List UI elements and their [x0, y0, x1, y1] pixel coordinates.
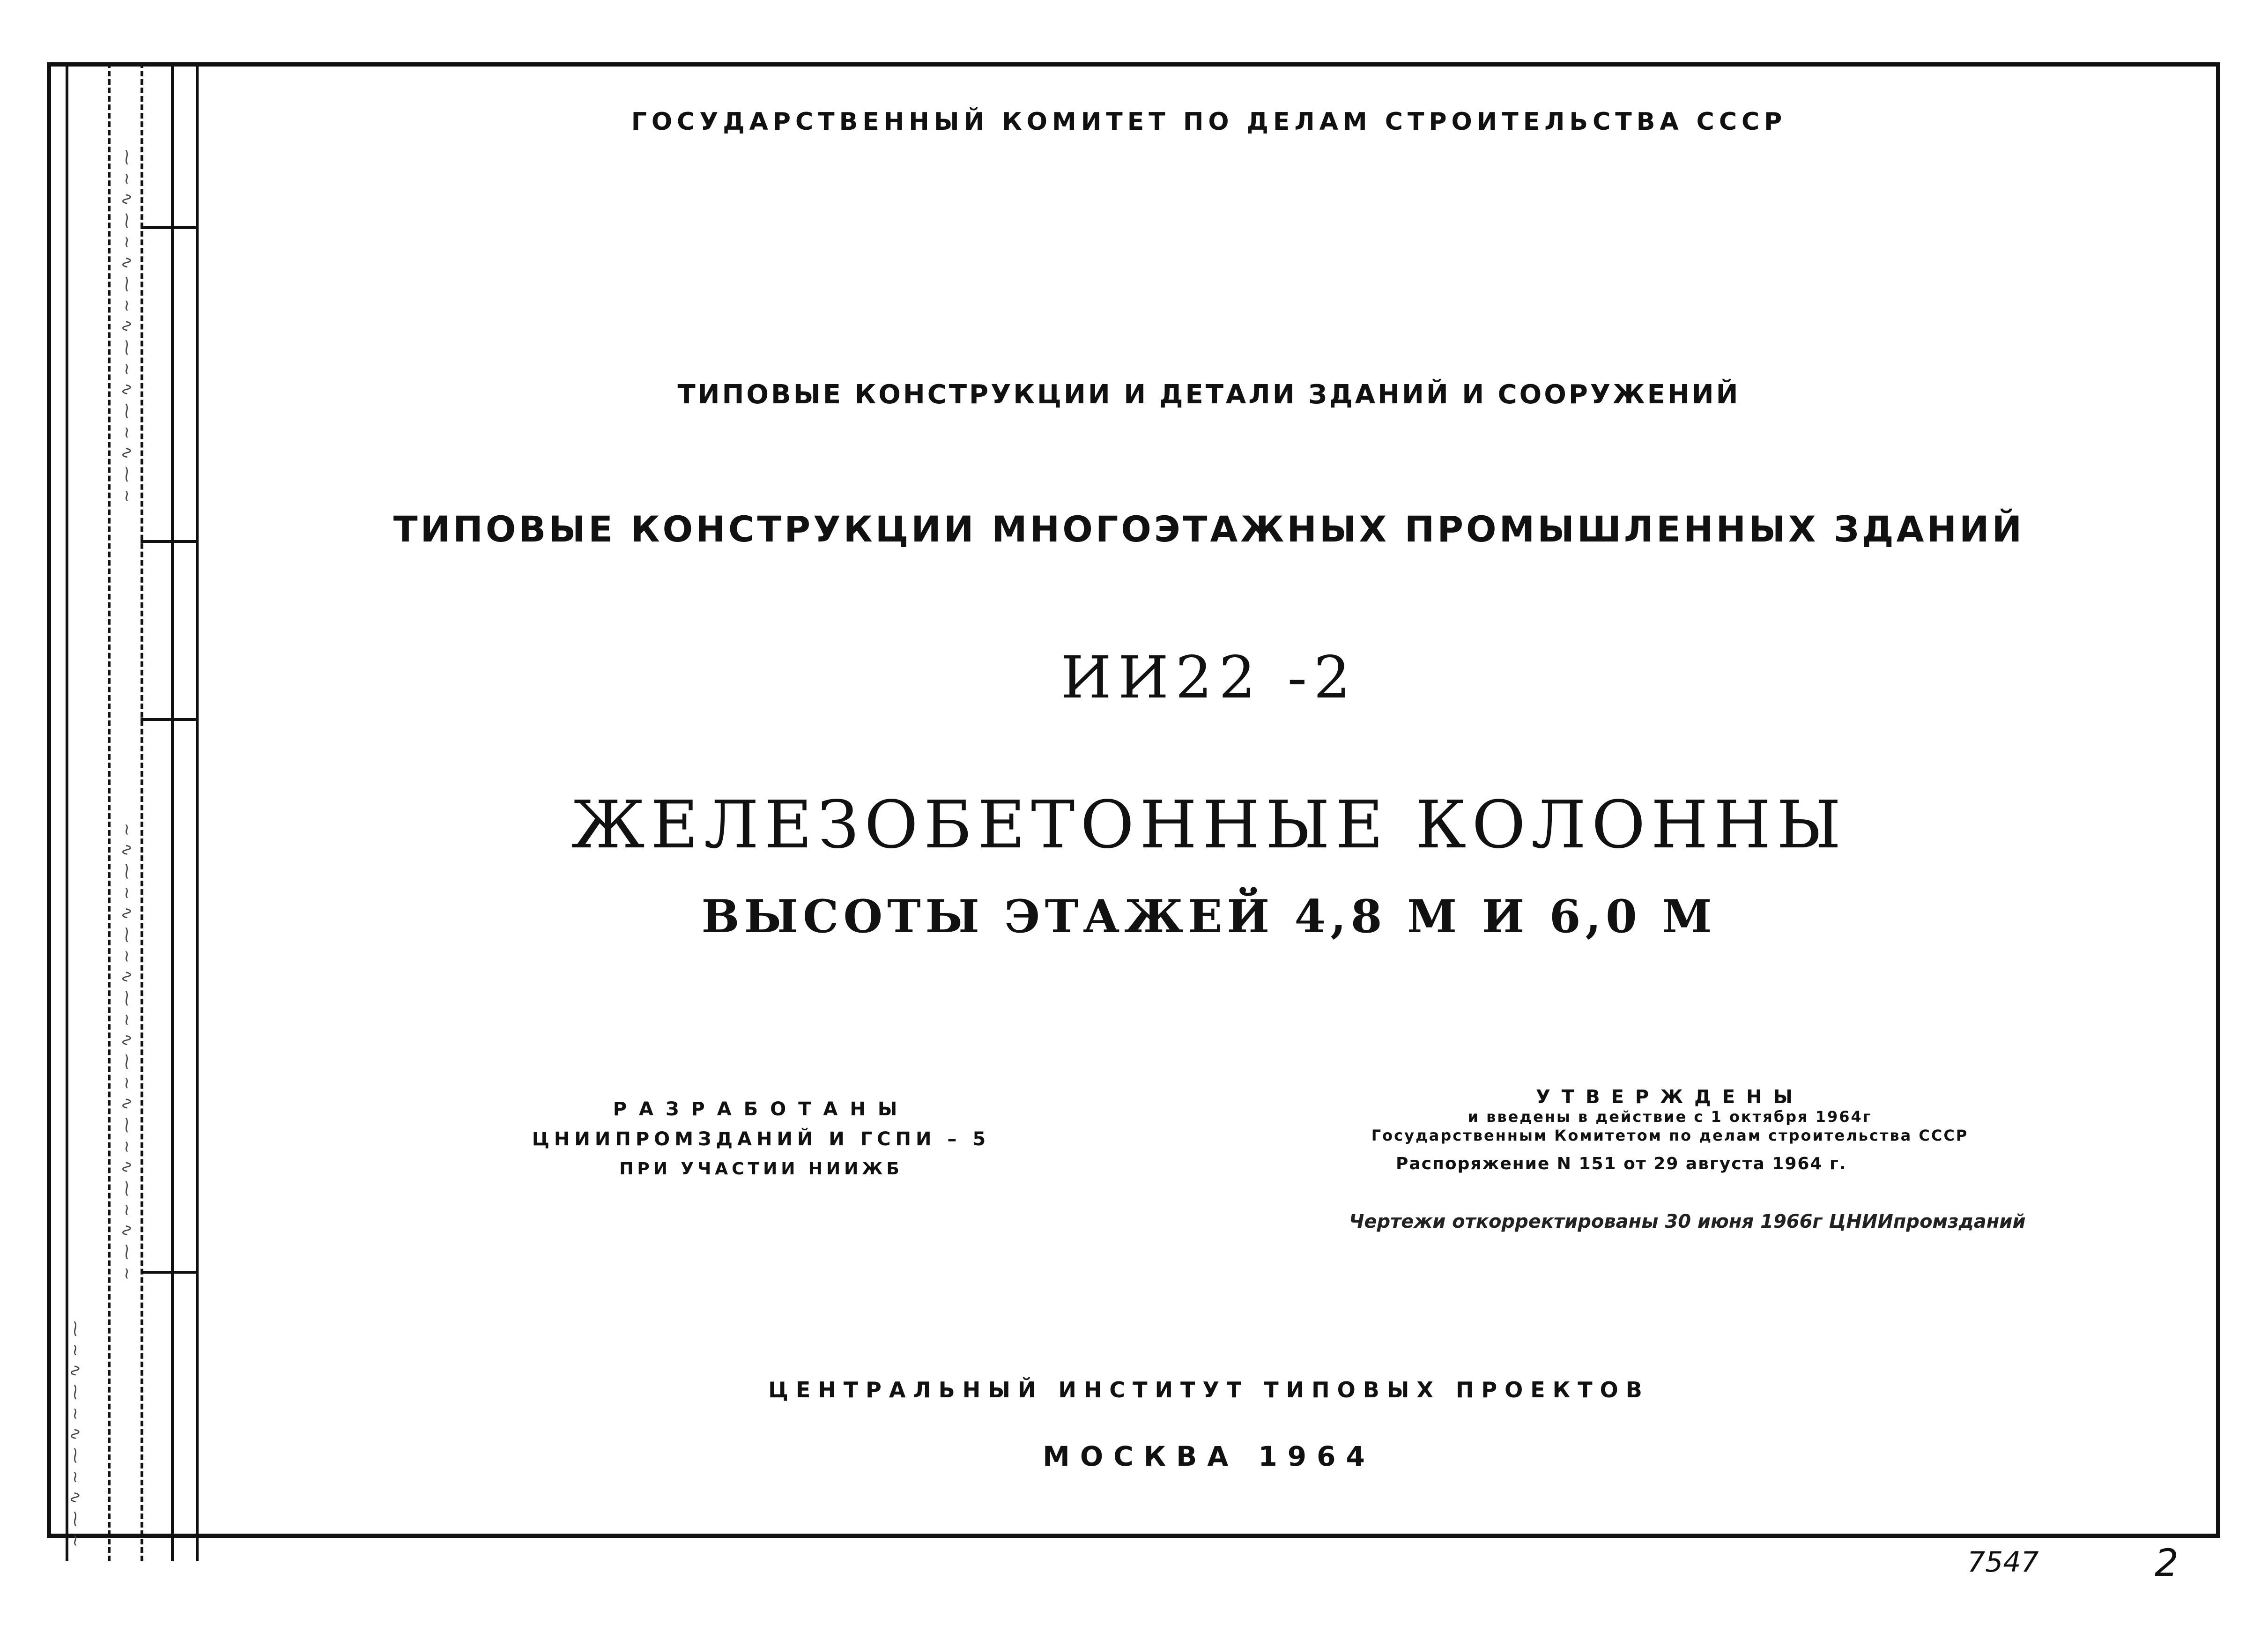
developer-org: ЦНИИПРОМЗДАНИЙ И ГСПИ – 5 [532, 1128, 991, 1150]
inventory-number: 7547 [1967, 1546, 2039, 1579]
handwritten-signatures: ~ ⁓ ∿ ~ ⁓ ∿ ~ ⁓ ∿ ~ ⁓ ∿ ~ ⁓ ∿ ~ ⁓ [117, 148, 136, 503]
document-subtitle: ВЫСОТЫ ЭТАЖЕЙ 4,8 М И 6,0 М [701, 890, 1717, 943]
approved-authority: Государственным Комитетом по делам строительства СССР [1371, 1127, 1969, 1144]
series-general: ТИПОВЫЕ КОНСТРУКЦИИ И ДЕТАЛИ ЗДАНИЙ И СООРУЖЕНИЙ [677, 379, 1741, 410]
handwritten-signatures: ~ ⁓ ∿ ~ ⁓ ∿ ~ ⁓ ∿ ~ ⁓ ∿ ~ ⁓ ∿ ~ ⁓ ∿ ~ ⁓ ∿ ~ [117, 822, 136, 1280]
committee-heading: ГОСУДАРСТВЕННЫЙ КОМИТЕТ ПО ДЕЛАМ СТРОИТЕЛЬСТВА СССР [631, 108, 1787, 136]
publisher-institute: ЦЕНТРАЛЬНЫЙ ИНСТИТУТ ТИПОВЫХ ПРОЕКТОВ [768, 1377, 1650, 1402]
approval-block [1335, 1087, 2005, 1183]
developed-heading: РАЗРАБОТАНЫ [613, 1098, 910, 1120]
document-code: ИИ22 -2 [1060, 644, 1357, 712]
approval-stamp-strip [47, 62, 197, 1561]
publication-place-year: МОСКВА 1964 [1043, 1440, 1375, 1472]
approved-heading: УТВЕРЖДЕНЫ [1535, 1086, 1804, 1108]
handwritten-signatures: ~ ⁓ ∿ ~ ⁓ ∿ ~ ⁓ ∿ ~ ⁓ [66, 1320, 84, 1547]
page-number: 2 [2155, 1541, 2179, 1585]
document-title: ЖЕЛЕЗОБЕТОННЫЕ КОЛОННЫ [571, 787, 1847, 863]
correction-note: Чертежи откорректированы 30 июня 1966г ЦНИИпромзданий [1349, 1211, 2026, 1232]
developed-by-block [468, 1096, 1054, 1182]
approval-order: Распоряжение N 151 от 29 августа 1964 г. [1396, 1154, 1847, 1173]
series-specific: ТИПОВЫЕ КОНСТРУКЦИИ МНОГОЭТАЖНЫХ ПРОМЫШЛЕННЫХ ЗДАНИЙ [393, 508, 2025, 550]
approved-effective-date: и введены в действие с 1 октября 1964г [1468, 1108, 1872, 1126]
strip-divider [141, 540, 197, 543]
developer-participation: ПРИ УЧАСТИИ НИИЖБ [619, 1159, 903, 1179]
